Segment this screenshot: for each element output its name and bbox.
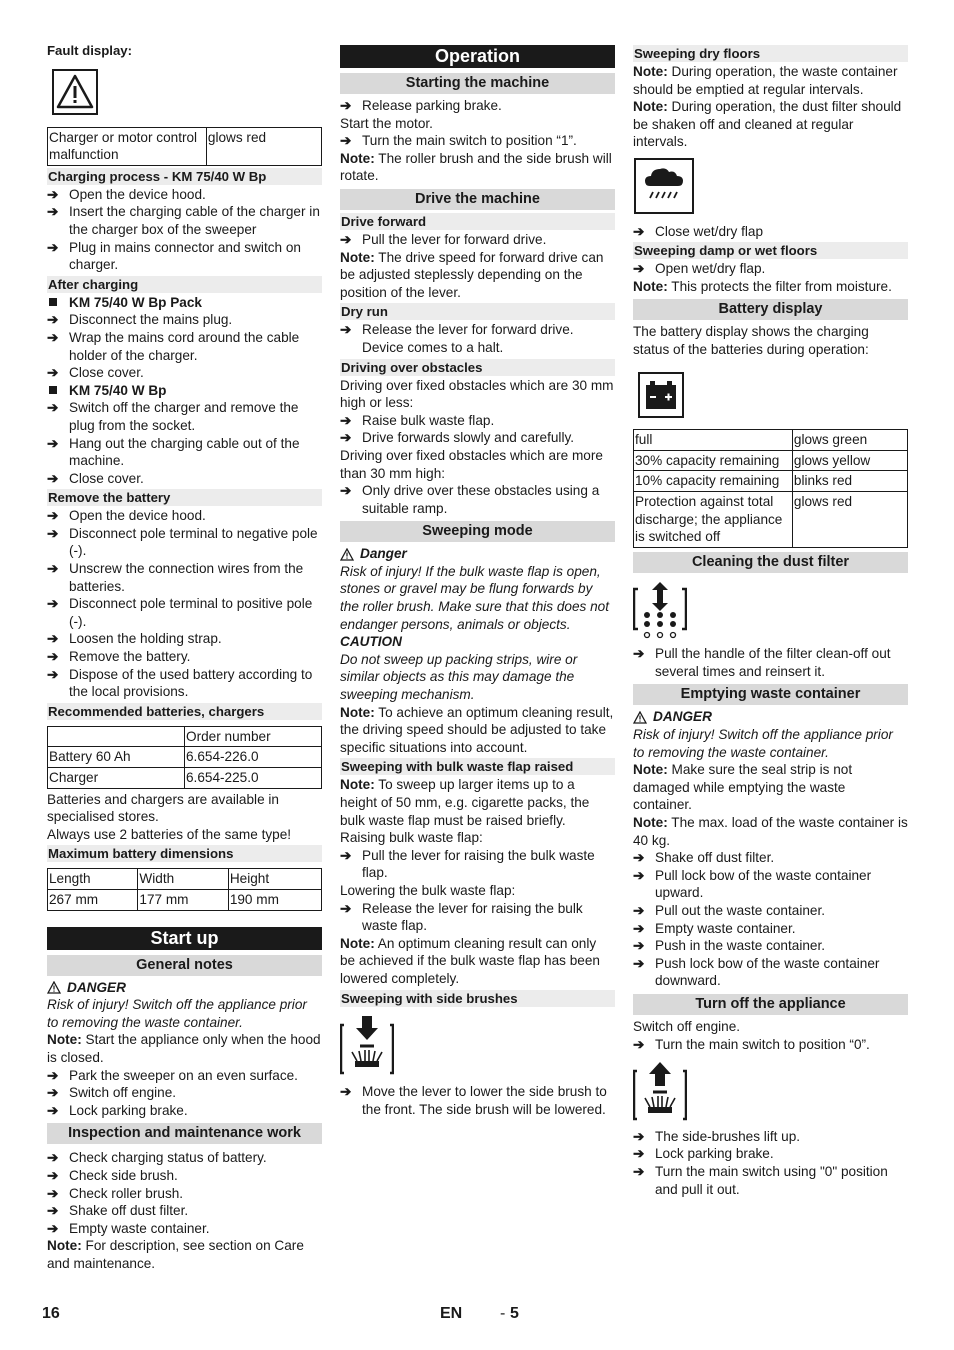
dust-title: Cleaning the dust filter [633, 552, 908, 573]
remove-steps [47, 507, 322, 701]
caution-text: Do not sweep up packing strips, wire or similar objects as this may damage the sweeping mechanism. [340, 651, 578, 703]
arrow-icon: ➔ [47, 186, 59, 202]
arrow-icon: ➔ [340, 98, 352, 113]
bp-label: KM 75/40 W Bp [47, 382, 322, 400]
obstacles-steps [340, 412, 615, 447]
starting-step1-list [340, 97, 615, 115]
arrow-icon: ➔ [47, 1203, 59, 1219]
column-left [47, 40, 322, 1272]
turnoff-step1-list [633, 1036, 908, 1054]
drive-title: Drive the machine [340, 189, 615, 210]
side-heading: Sweeping with side brushes [340, 990, 615, 1007]
filter-clean-icon [633, 581, 908, 644]
side-brush-lower-icon [340, 1015, 615, 1080]
arrow-icon: ➔ [340, 133, 352, 149]
list-item: ➔ Move the lever to lower the side brush to the front. The side brush will be lowered. [340, 1084, 607, 1117]
list-item: ➔ Lock parking brake. [633, 1146, 774, 1162]
fault-table [47, 127, 322, 166]
after-charging-heading: After charging [47, 276, 322, 293]
general-note: Note: Start the appliance only when the hood is closed. [47, 1032, 321, 1065]
arrow-icon: ➔ [47, 312, 59, 328]
list-item: ➔ Raise bulk waste flap. [340, 412, 495, 428]
list-item: ➔ Only drive over these obstacles using a suitable ramp. [340, 483, 600, 516]
danger-label: DANGER [653, 709, 712, 725]
dims-table [47, 868, 322, 910]
list-item: ➔ Shake off dust filter. [47, 1203, 189, 1219]
inspection-steps [47, 1149, 322, 1237]
table-row [634, 450, 908, 471]
switch-off-engine: Switch off engine. [633, 1018, 741, 1034]
raising-list [340, 847, 615, 882]
sub-page-number: 5 [510, 1305, 519, 1322]
list-item: ➔ Pull the lever for raising the bulk waste flap. [340, 847, 595, 881]
arrow-icon: ➔ [47, 470, 59, 486]
list-item: ➔ Shake off dust filter. [633, 850, 775, 866]
table-row [634, 491, 908, 547]
arrow-icon: ➔ [633, 903, 645, 918]
arrow-icon: ➔ [633, 261, 645, 277]
dust-list [633, 645, 908, 680]
list-item: ➔ Turn the main switch to position “0”. [633, 1036, 870, 1052]
wet-dry-flap-icon [634, 158, 908, 219]
arrow-icon: ➔ [633, 867, 645, 883]
list-item: ➔ Dispose of the used battery according to the local provisions. [47, 666, 313, 700]
list-item: ➔ Open the device hood. [47, 508, 206, 524]
arrow-icon: ➔ [47, 400, 59, 416]
battery-table [633, 429, 908, 548]
table-cell: Width [138, 869, 228, 890]
bulk-note: Note: To sweep up larger items up to a height of 50 mm, e.g. cigarette packs, the bulk waste flap must be raised briefly. [340, 777, 590, 828]
table-cell: 6.654-226.0 [185, 747, 322, 768]
open-flap-list [633, 260, 908, 278]
lowering-label: Lowering the bulk waste flap: [340, 882, 516, 898]
arrow-icon: ➔ [47, 1185, 59, 1201]
list-item: ➔ Insert the charging cable of the charger in the charger box of the sweeper [47, 204, 320, 237]
language-code: EN [440, 1305, 463, 1322]
list-item: ➔ Close wet/dry flap [633, 223, 764, 239]
arrow-icon: ➔ [47, 1085, 59, 1101]
obstacles-step3-list [340, 482, 615, 517]
sweep-note: Note: To achieve an optimum cleaning result, the driving speed should be adjusted to take specific situations into account. [340, 704, 614, 755]
arrow-icon: ➔ [340, 847, 352, 863]
arrow-icon: ➔ [47, 1167, 59, 1183]
side-brush-raise-icon [633, 1061, 908, 1126]
list-item: ➔ Loosen the holding strap. [47, 631, 222, 647]
drive-forward-list [340, 231, 615, 249]
table-row [48, 127, 322, 165]
arrow-icon: ➔ [340, 483, 352, 499]
list-item: ➔ Disconnect pole terminal to negative pole (-). [47, 525, 318, 559]
side-list [340, 1083, 615, 1118]
turnoff-steps [633, 1128, 908, 1198]
list-item: ➔ Empty waste container. [633, 920, 796, 936]
danger-text: Risk of injury! Switch off the appliance prior to removing the waste container. [47, 997, 307, 1030]
table-cell: Charger or motor control malfunction [48, 127, 207, 165]
operation-title: Operation [340, 45, 615, 68]
square-bullet-icon [49, 298, 57, 306]
table-cell: 190 mm [228, 889, 321, 910]
list-item: ➔ Switch off the charger and remove the plug from the socket. [47, 400, 299, 433]
arrow-icon: ➔ [47, 596, 59, 612]
recommended-heading: Recommended batteries, chargers [47, 703, 322, 720]
arrow-icon: ➔ [340, 231, 352, 247]
arrow-icon: ➔ [633, 955, 645, 971]
table-cell: 30% capacity remaining [634, 450, 793, 471]
square-bullet-icon [49, 386, 57, 394]
charging-heading: Charging process - KM 75/40 W Bp [47, 168, 322, 185]
bp-steps [47, 399, 322, 487]
arrow-icon: ➔ [633, 850, 645, 866]
obstacles-more: Driving over fixed obstacles which are more than 30 mm high: [340, 447, 603, 481]
caution-label: CAUTION [340, 634, 402, 650]
empty-steps [633, 849, 908, 990]
arrow-icon: ➔ [47, 631, 59, 647]
arrow-icon: ➔ [47, 561, 59, 577]
arrow-icon: ➔ [47, 525, 59, 541]
table-cell: Order number [185, 726, 322, 747]
table-cell: glows red [792, 491, 907, 547]
empty-title: Emptying waste container [633, 684, 908, 705]
list-item: ➔ Check roller brush. [47, 1185, 184, 1201]
list-item: ➔ Push in the waste container. [633, 938, 826, 954]
list-item: ➔ Lock parking brake. [47, 1102, 188, 1118]
startup-title: Start up [47, 927, 322, 950]
fault-display-heading: Fault display: [47, 43, 132, 58]
arrow-icon: ➔ [340, 900, 352, 916]
bulk-note2: Note: An optimum cleaning result can only be achieved if the bulk waste flap has been lowered completely. [340, 935, 600, 986]
table-cell: Charger [48, 768, 185, 789]
table-cell: Battery 60 Ah [48, 747, 185, 768]
inspection-title: Inspection and maintenance work [47, 1123, 322, 1144]
sweeping-title: Sweeping mode [340, 521, 615, 542]
list-item: ➔ Remove the battery. [47, 649, 191, 665]
always-text: Always use 2 batteries of the same type! [47, 826, 292, 842]
warning-icon [633, 711, 647, 724]
lowering-list [340, 900, 615, 935]
table-row [48, 726, 322, 747]
close-flap-list [633, 223, 908, 241]
turnoff-title: Turn off the appliance [633, 994, 908, 1015]
danger-text: Risk of injury! If the bulk waste flap is open, stones or gravel may be flung forwards by the roller brush. Make sure that this does not endanger persons, animals or objects. [340, 563, 609, 632]
danger-line [47, 979, 322, 997]
table-cell: Protection against total discharge; the appliance is switched off [634, 491, 793, 547]
inspection-note: Note: For description, see section on Care and maintenance. [47, 1238, 304, 1271]
charging-steps [47, 186, 322, 274]
arrow-icon: ➔ [633, 646, 645, 662]
column-right [633, 40, 908, 1198]
footer-dash: - [500, 1305, 506, 1322]
list-item: ➔ Check side brush. [47, 1167, 178, 1183]
arrow-icon: ➔ [47, 649, 59, 665]
starting-step2-list [340, 132, 615, 150]
battery-title: Battery display [633, 299, 908, 320]
battery-intro: The battery display shows the charging status of the batteries during operation: [633, 324, 869, 357]
list-item: ➔ Empty waste container. [47, 1220, 210, 1236]
arrow-icon: ➔ [340, 322, 352, 338]
empty-note1: Note: Make sure the seal strip is not damaged while emptying the waste container. [633, 762, 853, 813]
damp-heading: Sweeping damp or wet floors [633, 242, 908, 259]
arrow-icon: ➔ [47, 508, 59, 524]
arrow-icon: ➔ [633, 223, 645, 239]
arrow-icon: ➔ [340, 430, 352, 446]
arrow-icon: ➔ [47, 365, 59, 381]
recommended-table [47, 726, 322, 789]
list-item: ➔ Hang out the charging cable out of the machine. [47, 435, 300, 469]
arrow-icon: ➔ [47, 239, 59, 255]
pack-label-list [47, 294, 322, 312]
warning-icon [52, 69, 322, 120]
arrow-icon: ➔ [47, 1150, 59, 1166]
table-cell: 267 mm [48, 889, 138, 910]
arrow-icon: ➔ [47, 1067, 59, 1083]
table-row [48, 768, 322, 789]
list-item: ➔ Plug in mains connector and switch on charger. [47, 239, 301, 273]
list-item: ➔ Release the lever for raising the bulk waste flap. [340, 900, 583, 934]
list-item: ➔ Check charging status of battery. [47, 1150, 267, 1166]
dry-floors-heading: Sweeping dry floors [633, 45, 908, 62]
list-item: ➔ Pull the lever for forward drive. [340, 231, 547, 247]
danger-text: Risk of injury! Switch off the appliance prior to removing the waste container. [633, 727, 893, 760]
max-dims-heading: Maximum battery dimensions [47, 845, 322, 862]
table-cell: glows yellow [792, 450, 907, 471]
warning-icon [47, 981, 61, 994]
raising-label: Raising bulk waste flap: [340, 830, 483, 846]
list-item: ➔ Disconnect pole terminal to positive pole (-). [47, 596, 313, 629]
list-item: ➔ Drive forwards slowly and carefully. [340, 430, 575, 446]
table-row [48, 747, 322, 768]
arrow-icon: ➔ [47, 435, 59, 451]
table-cell: glows red [206, 127, 321, 165]
drive-note: Note: The drive speed for forward drive can be adjusted steplessly depending on the position of the lever. [340, 249, 604, 300]
table-cell: glows green [792, 430, 907, 451]
bp-label-list [47, 382, 322, 400]
list-item: ➔ Close cover. [47, 470, 144, 486]
dry-note1: Note: During operation, the waste container should be emptied at regular intervals. [633, 64, 898, 97]
list-item: ➔ Turn the main switch to position “1”. [340, 133, 577, 149]
list-item: ➔ Pull lock bow of the waste container upward. [633, 867, 872, 901]
list-item: ➔ Open the device hood. [47, 186, 206, 202]
startup-steps [47, 1067, 322, 1120]
remove-battery-heading: Remove the battery [47, 489, 322, 506]
table-cell: 10% capacity remaining [634, 471, 793, 492]
danger-line [633, 708, 908, 726]
list-item: ➔ Push lock bow of the waste container downward. [633, 955, 880, 989]
table-cell: full [634, 430, 793, 451]
table-row [634, 430, 908, 451]
list-item: ➔ Disconnect the mains plug. [47, 312, 233, 328]
page-number: 16 [42, 1305, 60, 1322]
warning-icon [340, 548, 354, 561]
arrow-icon: ➔ [47, 1220, 59, 1236]
list-item: ➔ Park the sweeper on an even surface. [47, 1067, 298, 1083]
table-cell: Length [48, 869, 138, 890]
list-item: ➔ The side-brushes lift up. [633, 1128, 801, 1144]
damp-note: Note: This protects the filter from moisture. [633, 278, 892, 294]
danger-label: DANGER [67, 979, 126, 995]
starting-title: Starting the machine [340, 73, 615, 94]
dry-note2: Note: During operation, the dust filter should be shaken off and cleaned at regular intervals. [633, 99, 902, 150]
arrow-icon: ➔ [633, 1128, 645, 1144]
table-row [48, 889, 322, 910]
arrow-icon: ➔ [47, 204, 59, 220]
dry-run-heading: Dry run [340, 303, 615, 320]
table-cell: 177 mm [138, 889, 228, 910]
column-middle [340, 40, 615, 1118]
arrow-icon: ➔ [633, 1036, 645, 1052]
list-item: ➔ Release parking brake. [340, 98, 502, 113]
danger-line [340, 545, 615, 563]
list-item: ➔ Close cover. [47, 365, 144, 381]
obstacles-heading: Driving over obstacles [340, 359, 615, 376]
list-item: ➔ Pull the handle of the filter clean-off out several times and reinsert it. [633, 646, 891, 679]
start-motor-text: Start the motor. [340, 115, 433, 131]
danger-label: Danger [360, 546, 407, 562]
list-item: ➔ Switch off engine. [47, 1085, 177, 1101]
obstacles-intro: Driving over fixed obstacles which are 30 mm high or less: [340, 377, 614, 411]
arrow-icon: ➔ [633, 920, 645, 936]
pack-label: KM 75/40 W Bp Pack [47, 294, 322, 312]
battery-icon [638, 372, 908, 423]
table-row [48, 869, 322, 890]
arrow-icon: ➔ [47, 666, 59, 682]
arrow-icon: ➔ [633, 1146, 645, 1162]
dry-run-list [340, 321, 615, 356]
bulk-heading: Sweeping with bulk waste flap raised [340, 758, 615, 775]
table-cell: 6.654-225.0 [185, 768, 322, 789]
table-cell [48, 726, 185, 747]
list-item: ➔ Turn the main switch using "0" position and pull it out. [633, 1163, 888, 1197]
arrow-icon: ➔ [633, 938, 645, 954]
availability-text: Batteries and chargers are available in specialised stores. [47, 791, 279, 825]
table-cell: Height [228, 869, 321, 890]
table-row [634, 471, 908, 492]
table-cell: blinks red [792, 471, 907, 492]
list-item: ➔ Open wet/dry flap. [633, 261, 766, 277]
arrow-icon: ➔ [47, 1102, 59, 1118]
starting-note: Note: The roller brush and the side brush will rotate. [340, 150, 612, 184]
arrow-icon: ➔ [340, 412, 352, 428]
drive-forward-heading: Drive forward [340, 213, 615, 230]
pack-steps [47, 311, 322, 381]
list-item: ➔ Pull out the waste container. [633, 903, 826, 918]
arrow-icon: ➔ [47, 329, 59, 345]
empty-note2: Note: The max. load of the waste container is 40 kg. [633, 815, 908, 848]
list-item: ➔ Wrap the mains cord around the cable holder of the charger. [47, 329, 300, 363]
arrow-icon: ➔ [633, 1163, 645, 1179]
general-notes-title: General notes [47, 955, 322, 976]
list-item: ➔ Unscrew the connection wires from the batteries. [47, 561, 304, 594]
list-item: ➔ Release the lever for forward drive. Device comes to a halt. [340, 322, 574, 355]
arrow-icon: ➔ [340, 1084, 352, 1100]
